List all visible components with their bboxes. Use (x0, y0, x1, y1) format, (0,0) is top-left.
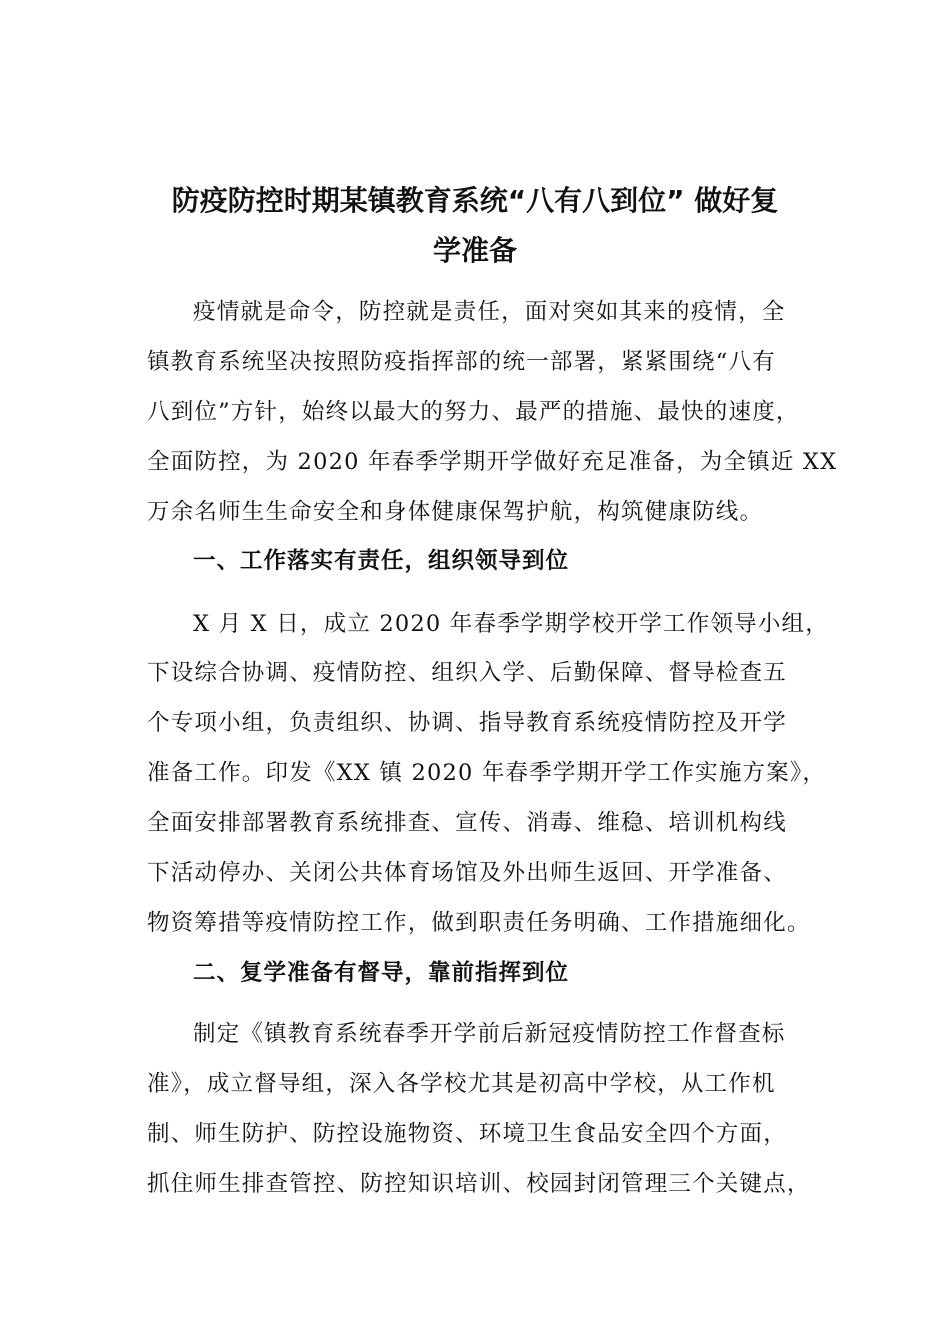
section-heading-1: 一、工作落实有责任，组织领导到位 (193, 548, 570, 574)
paragraph-line: 准备工作。印发《XX 镇 2020 年春季学期开学工作实施方案》， (147, 760, 827, 786)
paragraph-line: 全面安排部署教育系统排查、宣传、消毒、维稳、培训机构线 (147, 810, 787, 836)
section-heading-2: 二、复学准备有督导，靠前指挥到位 (193, 960, 570, 986)
paragraph-line: 物资筹措等疫情防控工作，做到职责任务明确、工作措施细化。 (147, 910, 811, 936)
document-title-line-2: 学准备 (432, 234, 517, 267)
paragraph-line: 万余名师生生命安全和身体健康保驾护航，构筑健康防线。 (147, 499, 764, 525)
document-title-line-1: 防疫防控时期某镇教育系统“八有八到位” 做好复 (171, 184, 779, 217)
paragraph-line: 下设综合协调、疫情防控、组织入学、后勤保障、督导检查五 (147, 660, 787, 686)
paragraph-line: X 月 X 日，成立 2020 年春季学期学校开学工作领导小组， (193, 611, 829, 637)
paragraph-line: 镇教育系统坚决按照防疫指挥部的统一部署，紧紧围绕“八有 (147, 349, 776, 375)
paragraph-line: 八到位”方针，始终以最大的努力、最严的措施、最快的速度， (147, 399, 800, 425)
paragraph-line: 下活动停办、关闭公共体育场馆及外出师生返回、开学准备、 (147, 860, 787, 886)
paragraph-line: 全面防控，为 2020 年春季学期开学做好充足准备，为全镇近 XX (147, 449, 838, 475)
paragraph-line: 制定《镇教育系统春季开学前后新冠疫情防控工作督查标 (193, 1021, 786, 1047)
paragraph-line: 疫情就是命令，防控就是责任，面对突如其来的疫情，全 (193, 299, 786, 325)
paragraph-line: 抓住师生排查管控、防控知识培训、校园封闭管理三个关键点， (147, 1171, 811, 1197)
paragraph-line: 个专项小组，负责组织、协调、指导教育系统疫情防控及开学 (147, 710, 787, 736)
paragraph-line: 准》，成立督导组，深入各学校尤其是初高中学校，从工作机 (147, 1071, 776, 1097)
paragraph-line: 制、师生防护、防控设施物资、环境卫生食品安全四个方面， (147, 1121, 787, 1147)
